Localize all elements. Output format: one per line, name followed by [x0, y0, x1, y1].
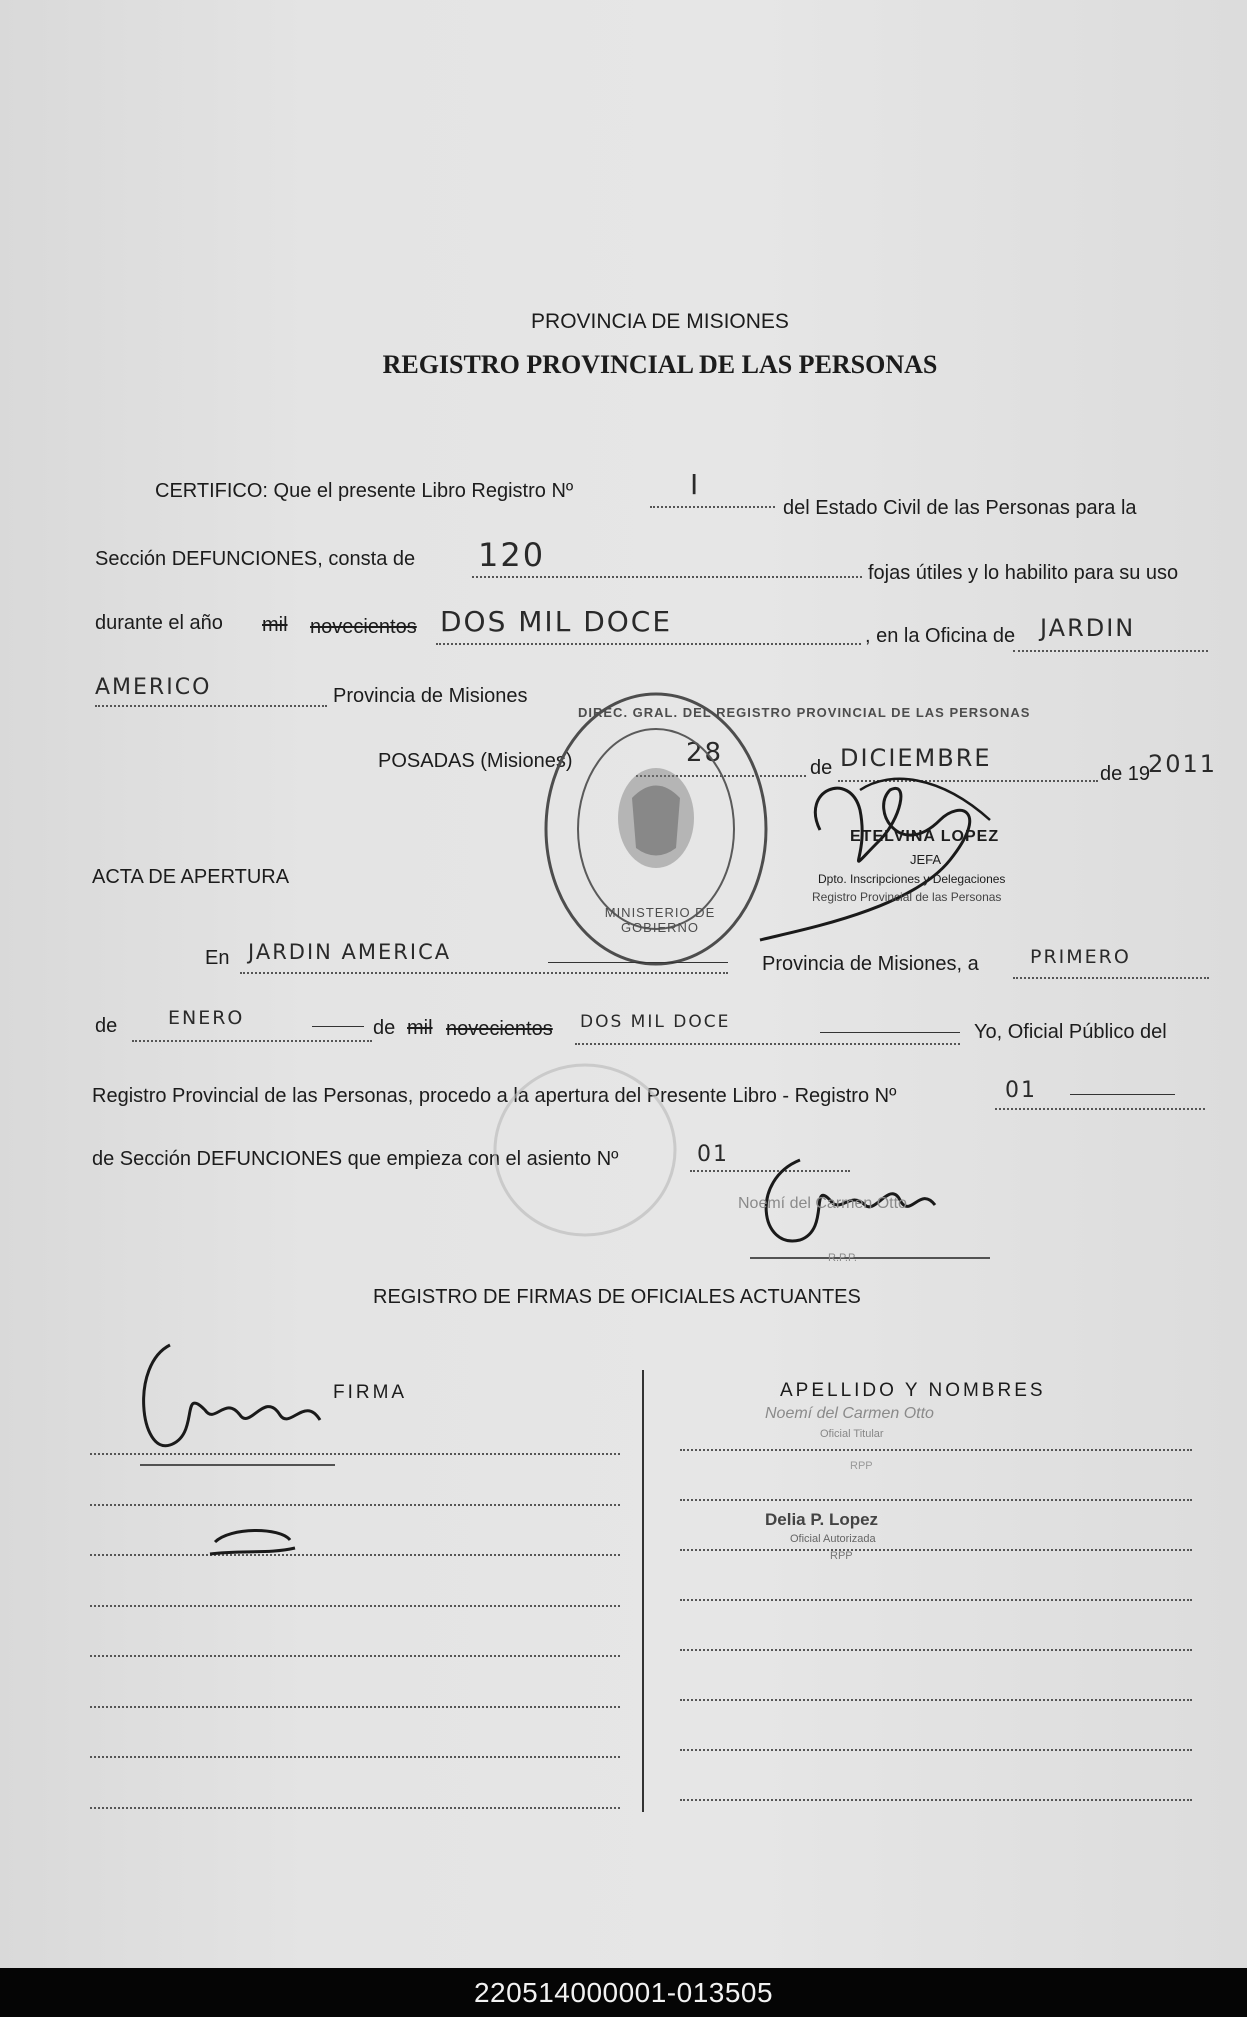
acta-mes-dots	[132, 1040, 372, 1042]
document-id-footer: 220514000001-013505	[0, 1968, 1247, 2017]
acta-anio-dots	[575, 1043, 960, 1045]
acta-de-b: de	[373, 1017, 396, 1039]
de-label: de	[810, 757, 833, 779]
faded-seal-icon	[485, 1060, 685, 1240]
stamp2-name: Delia P. Lopez	[765, 1510, 879, 1529]
stamp2-title: Oficial Autorizada	[790, 1533, 876, 1545]
struck-novecientos: novecientos	[310, 616, 417, 638]
certifico-line1a: CERTIFICO: Que el presente Libro Registro Nº	[155, 480, 574, 502]
nombres-row-line	[680, 1499, 1192, 1501]
jefa-signature-icon	[740, 750, 1020, 950]
acta-asiento-value: 01	[697, 1142, 729, 1167]
acta-yo: Yo, Oficial Público del	[974, 1021, 1167, 1043]
firma-row-line	[90, 1756, 620, 1758]
acta-en: En	[205, 947, 230, 969]
seal-inner-text: MINISTERIO DE GOBIERNO	[604, 905, 716, 935]
acta-anio-value: DOS MIL DOCE	[580, 1012, 731, 1032]
oficial-stamp-org: R.P.P.	[828, 1252, 857, 1264]
dia-value: 28	[686, 738, 724, 768]
fojas-value: 120	[478, 536, 546, 574]
anio-value: DOS MIL DOCE	[440, 605, 673, 638]
acta-mes-line	[312, 1026, 364, 1027]
acta-de-a: de	[95, 1015, 118, 1037]
de-19-label: de 19	[1100, 763, 1151, 785]
registro-firmas-heading: REGISTRO DE FIRMAS DE OFICIALES ACTUANTES	[373, 1286, 861, 1308]
acta-registro-value: 01	[1005, 1078, 1037, 1103]
province-heading: PROVINCIA DE MISIONES	[531, 310, 789, 333]
nombres-row-line	[680, 1449, 1192, 1451]
certifico-line4b: Provincia de Misiones	[333, 685, 528, 707]
acta-provincia: Provincia de Misiones, a	[762, 953, 979, 975]
acta-mes-value: ENERO	[168, 1007, 245, 1029]
oficina-dots-2	[95, 705, 327, 707]
oficina-value-2: AMERICO	[95, 675, 212, 700]
firma-row3-signature-icon	[200, 1522, 300, 1562]
acta-line4: de Sección DEFUNCIONES que empieza con el asiento Nº	[92, 1148, 619, 1170]
nombres-row-line	[680, 1549, 1192, 1551]
nombres-row-line	[680, 1699, 1192, 1701]
acta-registro-dots	[995, 1108, 1205, 1110]
acta-lugar-dots	[240, 972, 728, 974]
stamp1-title: Oficial Titular	[820, 1428, 884, 1440]
acta-line3: Registro Provincial de las Personas, procedo a la apertura del Presente Libro - Registro Nº	[92, 1085, 897, 1107]
acta-dia-dots	[1013, 977, 1209, 979]
acta-struck-novecientos: novecientos	[446, 1018, 553, 1040]
firma-row-line	[90, 1655, 620, 1657]
firma-row-line	[90, 1554, 620, 1556]
oficial-stamp-name: Noemí del Carmen Otto	[738, 1195, 907, 1212]
firma-row-line	[90, 1807, 620, 1809]
acta-anio-line	[820, 1032, 960, 1033]
nombres-row-line	[680, 1649, 1192, 1651]
certifico-line2b: fojas útiles y lo habilito para su uso	[868, 562, 1179, 584]
acta-registro-line	[1070, 1094, 1175, 1095]
acta-struck-mil: mil	[407, 1017, 433, 1039]
firma-row-line	[90, 1605, 620, 1607]
firma-row-line	[90, 1706, 620, 1708]
stamp1-org: RPP	[850, 1460, 873, 1472]
acta-lugar-value: JARDIN AMERICA	[248, 940, 452, 964]
col-nombres-heading: APELLIDO Y NOMBRES	[780, 1380, 1046, 1401]
certifico-line2a: Sección DEFUNCIONES, consta de	[95, 548, 416, 570]
lugar-fecha: POSADAS (Misiones)	[378, 750, 573, 772]
acta-heading: ACTA DE APERTURA	[92, 866, 290, 888]
certifico-line1b: del Estado Civil de las Personas para la	[783, 497, 1137, 519]
fojas-dots	[472, 576, 862, 578]
acta-lugar-line	[548, 962, 728, 963]
registry-heading: REGISTRO PROVINCIAL DE LAS PERSONAS	[382, 350, 938, 379]
seal-text: DIREC. GRAL. DEL REGISTRO PROVINCIAL DE LAS PERSONAS	[578, 705, 1031, 720]
anio-dots	[436, 643, 861, 645]
anio-firma-value: 2011	[1148, 750, 1218, 778]
jefa-title: JEFA	[910, 852, 942, 867]
jefa-dept: Dpto. Inscripciones y Delegaciones	[818, 872, 1006, 886]
nombres-row-line	[680, 1799, 1192, 1801]
mes-value: DICIEMBRE	[840, 744, 992, 772]
firma-row-line	[90, 1504, 620, 1506]
certifico-line3a: durante el año	[95, 612, 223, 634]
column-divider	[642, 1370, 644, 1812]
stamp1-name: Noemí del Carmen Otto	[765, 1405, 934, 1422]
libro-num-value: I	[690, 468, 701, 501]
oficina-value-1: JARDIN	[1040, 614, 1136, 642]
nombres-row-line	[680, 1749, 1192, 1751]
nombres-row-line	[680, 1599, 1192, 1601]
jefa-org: Registro Provincial de las Personas	[812, 890, 1002, 904]
acta-dia-value: PRIMERO	[1030, 946, 1131, 968]
libro-num-dots	[650, 506, 775, 508]
oficina-dots	[1013, 650, 1208, 652]
stamp2-org: RPP	[830, 1550, 853, 1562]
firma-row1-signature-icon	[120, 1335, 350, 1475]
certifico-line3b: , en la Oficina de	[865, 625, 1016, 647]
struck-mil: mil	[262, 614, 288, 636]
jefa-name: ETELVINA LOPEZ	[850, 828, 1000, 845]
col-firma-heading: FIRMA	[333, 1382, 408, 1403]
